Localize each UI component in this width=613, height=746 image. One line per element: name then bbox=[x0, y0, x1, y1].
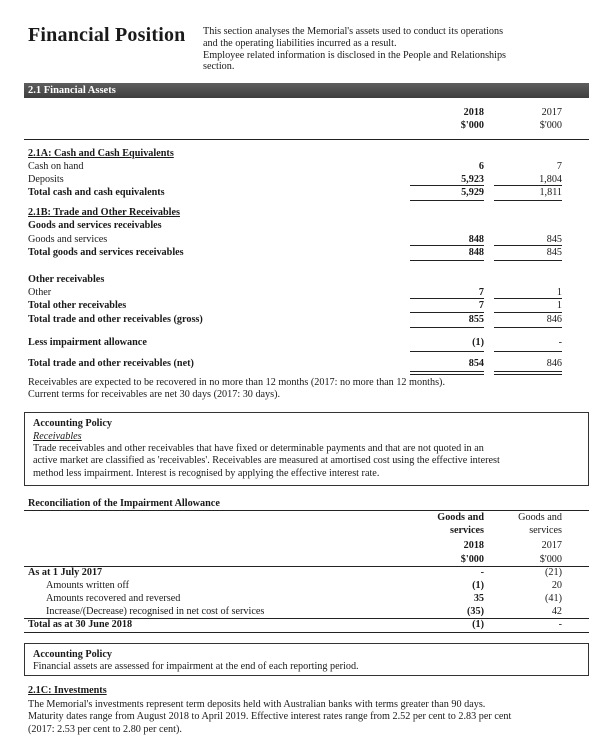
net-total-2017: 846 bbox=[546, 358, 562, 369]
col-2018-unit: $'000 bbox=[460, 554, 484, 565]
total-rule bbox=[494, 312, 562, 313]
intro-line: section. bbox=[203, 61, 235, 73]
double-rule bbox=[410, 371, 484, 375]
policy-line: Trade receivables and other receivables that have fixed or determinable payments and that are not quoted in an bbox=[33, 443, 484, 454]
sum-rule bbox=[494, 351, 562, 352]
recon-row-label: Increase/(Decrease) recognised in net cost of services bbox=[46, 606, 265, 617]
investments-line: Maturity dates range from August 2018 to April 2019. Effective interest rates range from 2.52 per cent to 2.83 per cent bbox=[28, 711, 512, 723]
gross-total-2018: 855 bbox=[468, 314, 484, 325]
policy-line: method less impairment. Interest is recognised by applying the effective interest rate. bbox=[33, 467, 380, 479]
sum-rule bbox=[494, 245, 562, 246]
recon-value-2018: 35 bbox=[473, 593, 484, 604]
reconciliation-heading: Reconciliation of the Impairment Allowance bbox=[28, 498, 220, 509]
row-value-2017: 7 bbox=[556, 161, 562, 172]
sum-rule bbox=[410, 351, 484, 352]
receivables-note bbox=[28, 377, 588, 402]
sum-rule bbox=[494, 185, 562, 186]
total-rule bbox=[494, 327, 562, 328]
col-head-2017: Goods and bbox=[518, 512, 562, 523]
col-2018-year: 2018 bbox=[463, 540, 484, 551]
recon-value-2017: 20 bbox=[551, 580, 562, 591]
total-rule bbox=[494, 260, 562, 261]
col-head-2018: services bbox=[450, 525, 484, 536]
page-title: Financial Position bbox=[28, 24, 186, 46]
sum-rule bbox=[410, 245, 484, 246]
row-value-2018: 7 bbox=[478, 287, 484, 298]
receivables-heading: 2.1B: Trade and Other Receivables bbox=[28, 207, 180, 218]
total-rule bbox=[410, 260, 484, 261]
policy-subtitle: Receivables bbox=[33, 431, 82, 442]
header-divider bbox=[24, 139, 589, 140]
note-line: Current terms for receivables are net 30 days (2017: 30 days). bbox=[28, 389, 281, 401]
accounting-policy-box bbox=[24, 412, 589, 486]
intro-line: and the operating liabilities incurred as a result. bbox=[203, 37, 397, 49]
total-value-2017: 845 bbox=[546, 247, 562, 258]
row-value-2018: 6 bbox=[478, 161, 484, 172]
total-value-2018: 848 bbox=[468, 247, 484, 258]
recon-value-2018: (1) bbox=[472, 580, 484, 591]
gross-total-label: Total trade and other receivables (gross) bbox=[28, 314, 203, 325]
recon-total-label: Total as at 30 June 2018 bbox=[28, 619, 133, 630]
col-head-2018: Goods and bbox=[437, 512, 484, 523]
row-value-2017: 845 bbox=[546, 234, 562, 245]
total-value-2018: 5,929 bbox=[461, 187, 484, 198]
recon-value-2017: (21) bbox=[545, 567, 562, 578]
row-label: Deposits bbox=[28, 174, 64, 185]
total-value-2017: 1,811 bbox=[539, 187, 562, 198]
total-value-2018: 7 bbox=[478, 300, 484, 311]
total-rule bbox=[410, 327, 484, 328]
col-2018-unit: $'000 bbox=[460, 120, 484, 131]
other-heading: Other receivables bbox=[28, 274, 105, 285]
policy-text: Financial assets are assessed for impairment at the end of each reporting period. bbox=[33, 661, 359, 672]
recon-value-2018: - bbox=[480, 567, 484, 578]
policy-title: Accounting Policy bbox=[33, 649, 112, 660]
recon-row-label: As at 1 July 2017 bbox=[28, 567, 103, 578]
investments-line: (2017: 2.53 per cent to 2.80 per cent). bbox=[28, 723, 182, 735]
col-2017-year: 2017 bbox=[541, 107, 562, 118]
recon-total-2017: - bbox=[558, 619, 562, 630]
col-head-2017: services bbox=[529, 525, 562, 536]
row-label: Cash on hand bbox=[28, 161, 84, 172]
accounting-policy-box bbox=[24, 643, 589, 676]
sum-rule bbox=[494, 298, 562, 299]
intro-line: Employee related information is disclosed in the People and Relationships bbox=[203, 49, 507, 61]
row-label: Other bbox=[28, 287, 52, 298]
row-value-2018: 848 bbox=[468, 234, 484, 245]
row-value-2017: 1,804 bbox=[539, 174, 562, 185]
policy-text bbox=[33, 443, 583, 480]
recon-total-2018: (1) bbox=[472, 619, 484, 630]
intro-text bbox=[203, 26, 563, 73]
total-rule bbox=[410, 312, 484, 313]
policy-title: Accounting Policy bbox=[33, 418, 112, 429]
impairment-label: Less impairment allowance bbox=[28, 337, 147, 348]
total-label: Total other receivables bbox=[28, 300, 127, 311]
investments-text bbox=[28, 699, 593, 736]
recon-row-label: Amounts written off bbox=[46, 580, 130, 591]
total-rule bbox=[494, 200, 562, 201]
net-total-label: Total trade and other receivables (net) bbox=[28, 358, 194, 369]
impairment-2018: (1) bbox=[472, 337, 484, 348]
recon-value-2017: 42 bbox=[551, 606, 562, 617]
row-value-2018: 5,923 bbox=[461, 174, 484, 185]
row-value-2017: 1 bbox=[556, 287, 562, 298]
col-2018-year: 2018 bbox=[463, 107, 484, 118]
col-2017-unit: $'000 bbox=[539, 120, 562, 131]
col-2017-unit: $'000 bbox=[539, 554, 562, 565]
double-rule bbox=[494, 371, 562, 375]
section-bar-financial-assets: 2.1 Financial Assets bbox=[24, 83, 589, 98]
col-2017-year: 2017 bbox=[541, 540, 562, 551]
recon-value-2017: (41) bbox=[545, 593, 562, 604]
sum-rule bbox=[410, 298, 484, 299]
total-rule bbox=[410, 200, 484, 201]
note-line: Receivables are expected to be recovered in no more than 12 months (2017: no more than 12 months). bbox=[28, 377, 445, 388]
cash-heading: 2.1A: Cash and Cash Equivalents bbox=[28, 148, 174, 159]
row-label: Goods and services bbox=[28, 234, 108, 245]
reconciliation-rule bbox=[24, 510, 589, 511]
impairment-2017: - bbox=[558, 337, 562, 348]
total-label: Total goods and services receivables bbox=[28, 247, 184, 258]
total-label: Total cash and cash equivalents bbox=[28, 187, 165, 198]
recon-row-label: Amounts recovered and reversed bbox=[46, 593, 181, 604]
recon-value-2018: (35) bbox=[467, 606, 484, 617]
goods-heading: Goods and services receivables bbox=[28, 220, 162, 231]
investments-heading: 2.1C: Investments bbox=[28, 685, 107, 696]
gross-total-2017: 846 bbox=[546, 314, 562, 325]
investments-line: The Memorial's investments represent term deposits held with Australian banks with terms greater than 90 days. bbox=[28, 699, 486, 710]
reconciliation-bottom-rule bbox=[24, 632, 589, 633]
policy-line: active market are classified as 'receivables'. Receivables are measured at amortised cost using the effective interest bbox=[33, 455, 500, 467]
sum-rule bbox=[410, 185, 484, 186]
total-value-2017: 1 bbox=[556, 300, 562, 311]
net-total-2018: 854 bbox=[468, 358, 484, 369]
intro-line: This section analyses the Memorial's assets used to conduct its operations bbox=[203, 26, 504, 37]
